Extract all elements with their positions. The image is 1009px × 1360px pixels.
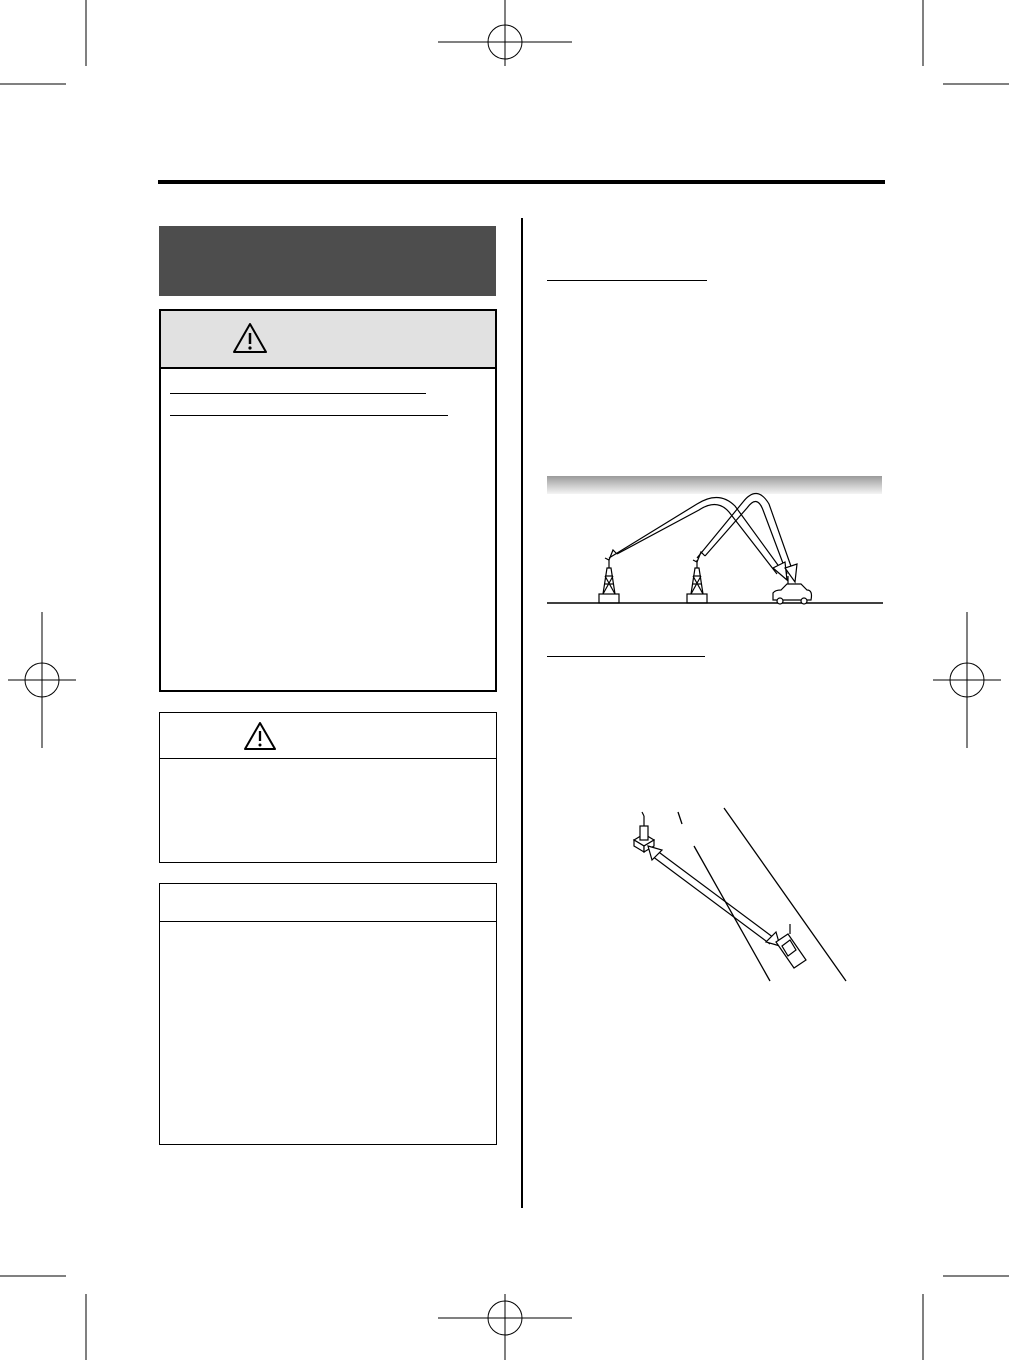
warning-box [159, 309, 497, 692]
caution-header [160, 713, 496, 759]
warning-body-underline-1 [170, 393, 426, 394]
am-direct-path-illustration [610, 806, 860, 986]
car-icon [773, 576, 812, 604]
am-heading-underline [547, 656, 705, 657]
registration-mark-left [8, 612, 76, 748]
section-title-bar [159, 226, 496, 296]
transmitter-tower-icon [687, 560, 707, 603]
warning-header [161, 311, 495, 369]
warning-body-underline-2 [170, 415, 448, 416]
transmitter-station-icon [634, 812, 654, 852]
warning-triangle-icon [232, 322, 268, 354]
car-icon [776, 924, 806, 968]
header-rule [158, 180, 885, 184]
warning-triangle-icon [243, 721, 277, 751]
registration-mark-right [933, 612, 1001, 748]
column-divider [521, 218, 523, 1208]
fm-reflection-illustration [547, 476, 883, 608]
registration-mark-bottom [438, 1294, 572, 1360]
note-box [159, 883, 497, 1145]
note-header [160, 884, 496, 922]
transmitter-tower-icon [599, 560, 619, 603]
fm-heading-underline [547, 280, 707, 281]
registration-mark-top [438, 0, 572, 66]
caution-box [159, 712, 497, 863]
